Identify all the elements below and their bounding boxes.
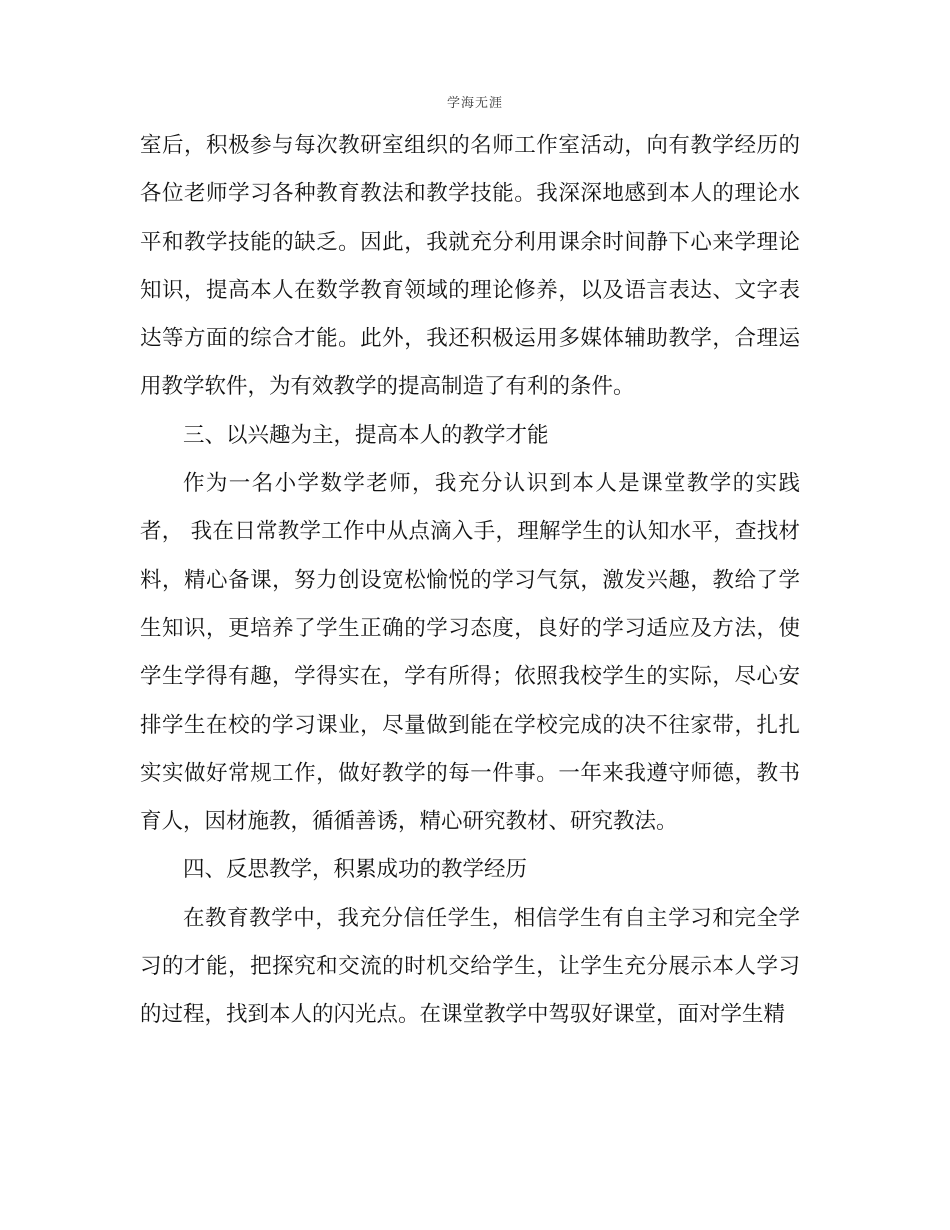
paragraph-2: 作为一名小学数学老师，我充分认识到本人是课堂教学的实践者， 我在日常教学工作中从点滴入手，理解学生的认知水平，查找材料，精心备课，努力创设宽松愉悦的学习气氛，激发兴趣，教给了学生知识，更培养了学生正确的学习态度，良好的学习适应及方法，使学生学得有趣，学得实在，学有所得；依照我校学生的实际，尽心安排学生在校的学习课业，尽量做到能在学校完成的决不往家带，扎扎实实做好常规工作，做好教学的每一件事。一年来我遵守师德，教书育人，因材施教，循循善诱，精心研究教材、研究教法。 (140, 471, 800, 835)
section-heading-4: 四、反思教学，积累成功的教学经历 (183, 857, 528, 883)
paragraph-1: 室后，积极参与每次教研室组织的名师工作室活动，向有教学经历的各位老师学习各种教育教法和教学技能。我深深地感到本人的理论水平和教学技能的缺乏。因此，我就充分利用课余时间静下心来学理论知识，提高本人在数学教育领域的理论修养，以及语言表达、文字表达等方面的综合才能。此外，我还积极运用多媒体辅助教学，合理运用教学软件，为有效教学的提高制造了有利的条件。 (140, 133, 800, 400)
section-heading-3: 三、以兴趣为主，提高本人的教学才能 (183, 422, 549, 448)
page-header: 学海无涯 (446, 96, 503, 111)
document-body (140, 122, 800, 1040)
paragraph-3: 在教育教学中，我充分信任学生，相信学生有自主学习和完全学习的才能，把探究和交流的时机交给学生，让学生充分展示本人学习的过程，找到本人的闪光点。在课堂教学中驾驭好课堂，面对学生精 (140, 905, 800, 1028)
